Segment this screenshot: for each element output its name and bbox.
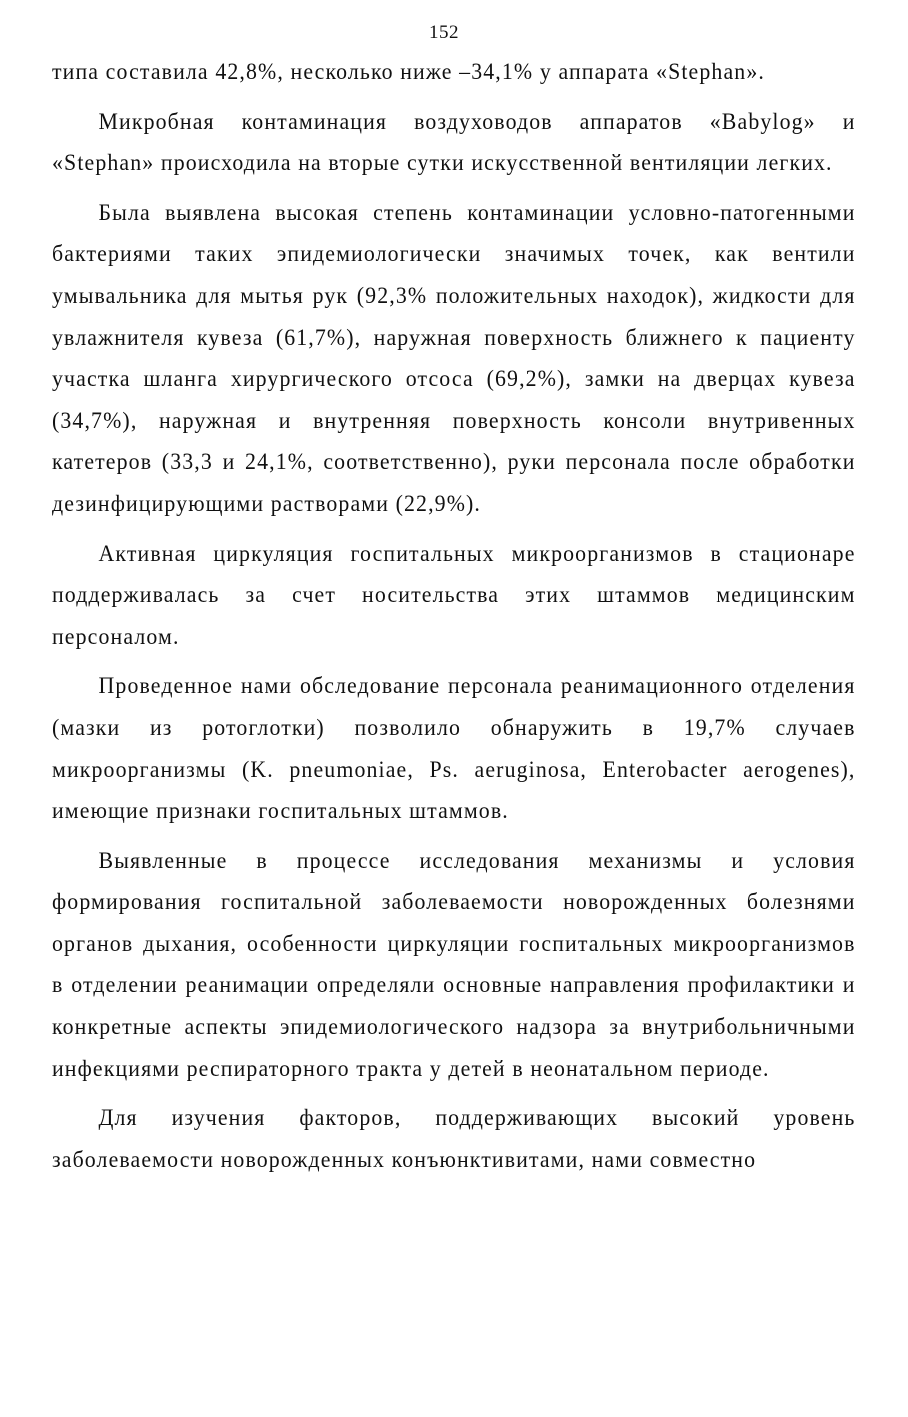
paragraph-mechanisms: Выявленные в процессе исследования механизмы и условия формирования госпитальной заболеваемости новорожденных болезнями органов дыхания, особенности циркуляции госпитальных микроорганизмов в отделении реанимации определяли основные направления профилактики и конкретные аспекты эпидемиологического надзора за внутрибольничными инфекциями респираторного тракта у детей в неонатальном периоде.: [52, 847, 856, 1082]
paragraph-active-circulation: Активная циркуляция госпитальных микроорганизмов в стационаре поддерживалась за счет носительства этих штаммов медицинским персоналом.: [52, 540, 856, 650]
paragraph-continuation: типа составила 42,8%, несколько ниже –34,1% у аппарата «Stephan».: [52, 59, 765, 85]
page-number: 152: [429, 22, 459, 43]
body-text: [52, 52, 856, 1181]
paragraph-conjunctivitis-study: Для изучения факторов, поддерживающих высокий уровень заболеваемости новорожденных конъюнктивитами, нами совместно: [52, 1105, 856, 1173]
paragraph-microbial-contamination: Микробная контаминация воздуховодов аппаратов «Babylog» и «Stephan» происходила на вторые сутки искусственной вентиляции легких.: [52, 108, 856, 177]
paragraph-staff-examination: Проведенное нами обследование персонала реанимационного отделения (мазки из ротоглотки) позволило обнаружить в 19,7% случаев микроорганизмы (K. pneumoniae, Ps. aeruginosa, Enterobacter aerogenes), имеющие признаки госпитальных штаммов.: [52, 673, 856, 825]
paragraph-contamination-points: Была выявлена высокая степень контаминации условно-патогенными бактериями таких эпидемиологически значимых точек, как вентили умывальника для мытья рук (92,3% положительных находок), жидкости для увлажнителя кувеза (61,7%), наружная поверхность ближнего к пациенту участка шланга хирургического отсоса (69,2%), замки на дверцах кувеза (34,7%), наружная и внутренняя поверхность консоли внутривенных катетеров (33,3 и 24,1%, соответственно), руки персонала после обработки дезинфицирующими растворами (22,9%).: [52, 199, 856, 517]
